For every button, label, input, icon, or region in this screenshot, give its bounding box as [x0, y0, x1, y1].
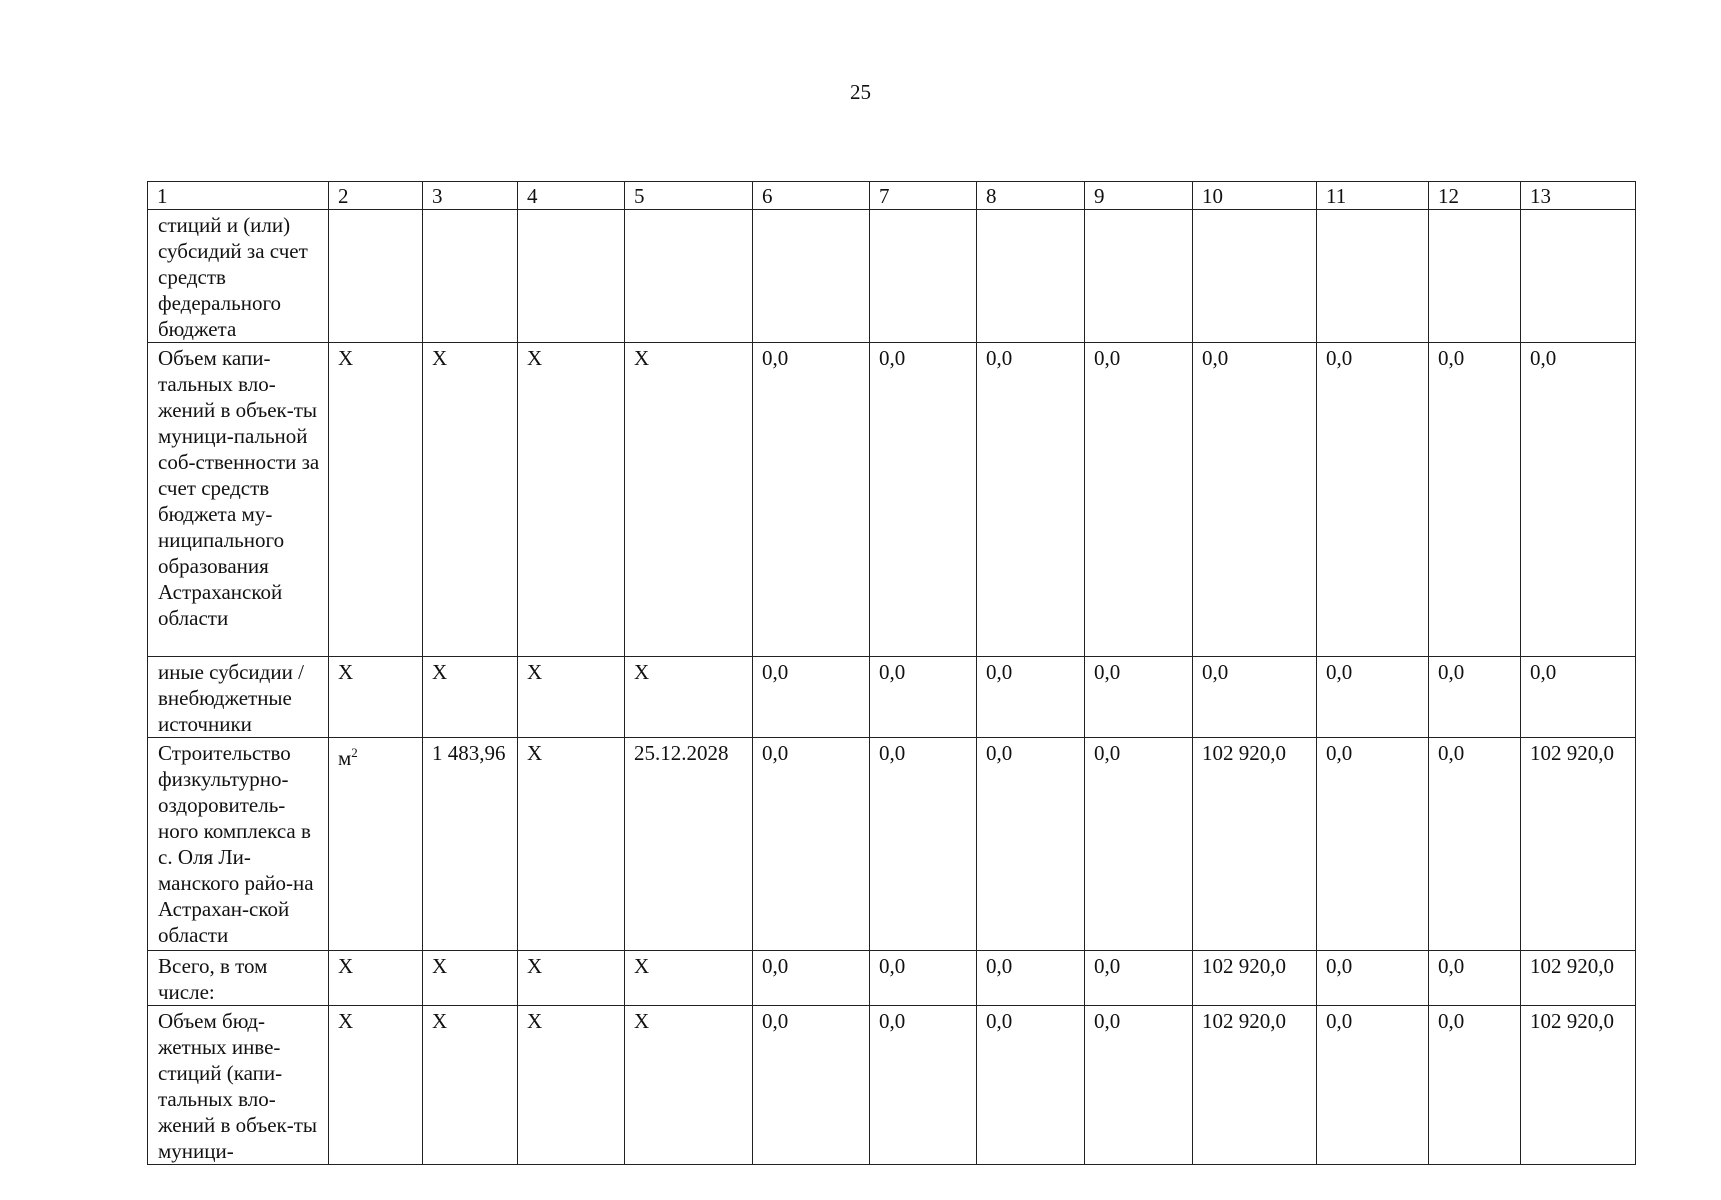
column-header: 12 [1429, 182, 1521, 210]
value-cell: 0,0 [977, 1006, 1085, 1165]
value-cell: 0,0 [1429, 657, 1521, 738]
row-name-cell: Всего, в том числе: [148, 951, 329, 1006]
row-name-cell: стиций и (или) субсидий за счет средств федерального бюджета [148, 210, 329, 343]
unit-cell: Х [329, 951, 423, 1006]
value-cell: 0,0 [977, 951, 1085, 1006]
value-cell: 0,0 [1085, 1006, 1193, 1165]
column-header: 13 [1521, 182, 1636, 210]
budget-investment-table [147, 181, 1636, 1165]
value-cell: 0,0 [1085, 343, 1193, 657]
column-header: 9 [1085, 182, 1193, 210]
col4-cell: Х [518, 738, 625, 951]
value-cell: 0,0 [1317, 1006, 1429, 1165]
value-cell [1521, 210, 1636, 343]
date-cell: Х [625, 657, 753, 738]
value-cell: 0,0 [1429, 951, 1521, 1006]
unit-cell: Х [329, 657, 423, 738]
value-cell: 0,0 [977, 343, 1085, 657]
capacity-cell: Х [423, 1006, 518, 1165]
value-cell: 0,0 [870, 951, 977, 1006]
unit-cell: Х [329, 1006, 423, 1165]
value-cell [1193, 210, 1317, 343]
unit-text: м [338, 746, 352, 770]
col4-cell: Х [518, 657, 625, 738]
value-cell: 0,0 [1429, 343, 1521, 657]
value-cell [870, 210, 977, 343]
value-cell: 0,0 [870, 1006, 977, 1165]
column-header: 5 [625, 182, 753, 210]
value-cell [753, 210, 870, 343]
row-name-cell: Строительство физкультурно-оздоровитель-ного комплекса в с. Оля Ли-манского райо-на Астрахан-ской области [148, 738, 329, 951]
col4-cell [518, 210, 625, 343]
row-name-cell: Объем бюд-жетных инве-стиций (капи-тальных вло-жений в объек-ты муници- [148, 1006, 329, 1165]
value-cell: 0,0 [1085, 738, 1193, 951]
column-header: 7 [870, 182, 977, 210]
capacity-cell: Х [423, 657, 518, 738]
date-cell [625, 210, 753, 343]
date-cell: Х [625, 951, 753, 1006]
table-row [148, 343, 1636, 657]
value-cell: 0,0 [977, 657, 1085, 738]
value-cell: 0,0 [1521, 657, 1636, 738]
value-cell: 0,0 [753, 951, 870, 1006]
value-cell: 0,0 [1429, 738, 1521, 951]
value-cell [1317, 210, 1429, 343]
capacity-cell: 1 483,96 [423, 738, 518, 951]
col4-cell: Х [518, 1006, 625, 1165]
column-header: 8 [977, 182, 1085, 210]
value-cell: 102 920,0 [1521, 738, 1636, 951]
value-cell: 0,0 [753, 1006, 870, 1165]
capacity-cell: Х [423, 343, 518, 657]
table-row [148, 951, 1636, 1006]
unit-superscript: 2 [351, 745, 358, 760]
value-cell: 102 920,0 [1193, 1006, 1317, 1165]
value-cell: 102 920,0 [1521, 951, 1636, 1006]
column-header: 2 [329, 182, 423, 210]
value-cell: 0,0 [1085, 657, 1193, 738]
table-row [148, 738, 1636, 951]
column-number-row [148, 182, 1636, 210]
value-cell: 102 920,0 [1193, 951, 1317, 1006]
value-cell: 0,0 [977, 738, 1085, 951]
value-cell: 0,0 [1317, 657, 1429, 738]
value-cell: 0,0 [753, 343, 870, 657]
column-header: 11 [1317, 182, 1429, 210]
value-cell: 0,0 [1317, 951, 1429, 1006]
value-cell: 0,0 [1521, 343, 1636, 657]
value-cell: 0,0 [1317, 738, 1429, 951]
value-cell [977, 210, 1085, 343]
value-cell: 0,0 [1429, 1006, 1521, 1165]
value-cell: 102 920,0 [1521, 1006, 1636, 1165]
column-header: 10 [1193, 182, 1317, 210]
col4-cell: Х [518, 343, 625, 657]
date-cell: Х [625, 343, 753, 657]
page-number: 25 [850, 80, 871, 104]
column-header: 3 [423, 182, 518, 210]
date-cell: 25.12.2028 [625, 738, 753, 951]
value-cell: 0,0 [870, 343, 977, 657]
value-cell: 0,0 [870, 738, 977, 951]
value-cell: 0,0 [1193, 657, 1317, 738]
value-cell [1429, 210, 1521, 343]
value-cell: 0,0 [1085, 951, 1193, 1006]
unit-cell: Х [329, 343, 423, 657]
column-header: 1 [148, 182, 329, 210]
col4-cell: Х [518, 951, 625, 1006]
value-cell: 0,0 [753, 738, 870, 951]
column-header: 4 [518, 182, 625, 210]
row-name-cell: иные субсидии / внебюджетные источники [148, 657, 329, 738]
date-cell: Х [625, 1006, 753, 1165]
table-row [148, 1006, 1636, 1165]
row-name-cell: Объем капи-тальных вло-жений в объек-ты муници-пальной соб-ственности за счет средств бюджета му-ниципального образования Астраханской области [148, 343, 329, 657]
value-cell: 0,0 [1193, 343, 1317, 657]
capacity-cell [423, 210, 518, 343]
table-row [148, 657, 1636, 738]
capacity-cell: Х [423, 951, 518, 1006]
column-header: 6 [753, 182, 870, 210]
value-cell: 102 920,0 [1193, 738, 1317, 951]
value-cell [1085, 210, 1193, 343]
unit-cell [329, 210, 423, 343]
value-cell: 0,0 [870, 657, 977, 738]
value-cell: 0,0 [1317, 343, 1429, 657]
table-row [148, 210, 1636, 343]
unit-cell [329, 738, 423, 951]
value-cell: 0,0 [753, 657, 870, 738]
